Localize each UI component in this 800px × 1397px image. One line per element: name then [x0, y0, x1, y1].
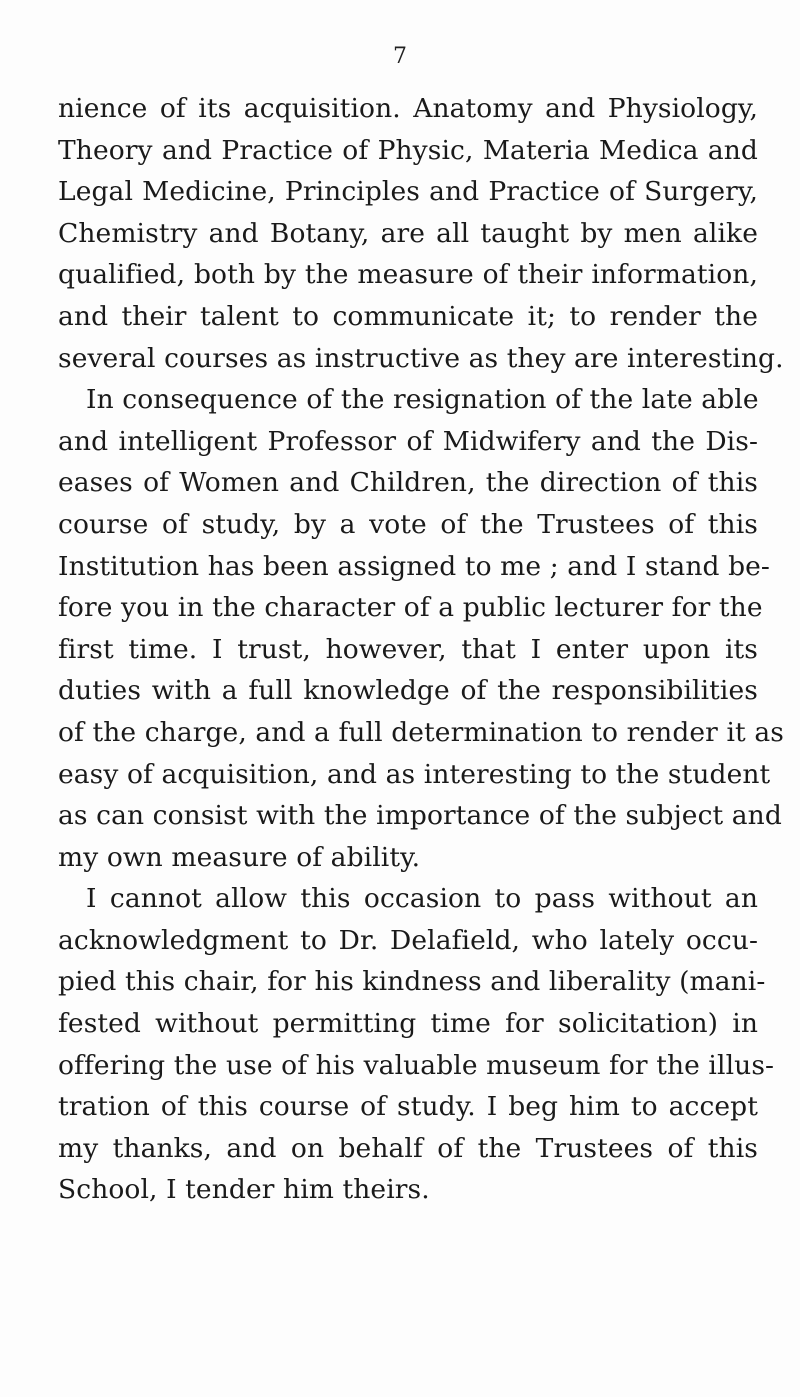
text-line: pied this chair, for his kindness and liberality (mani- [58, 966, 766, 998]
page-number: 7 [393, 44, 407, 69]
text-line: nience of its acquisition. Anatomy and Physiology, [58, 93, 758, 124]
text-line: first time. I trust, however, that I enter upon its [58, 633, 758, 665]
text-line: eases of Women and Children, the direction of this [58, 467, 758, 499]
text-line: fore you in the character of a public lecturer for the [58, 592, 763, 624]
text-line: offering the use of his valuable museum for the illus- [58, 1049, 775, 1081]
text-line: qualified, both by the measure of their information, [58, 259, 758, 291]
text-line: tration of this course of study. I beg him to accept [58, 1091, 758, 1123]
text-line: In consequence of the resignation of the late able [86, 384, 759, 416]
text-line: my own measure of ability. [58, 841, 421, 873]
text-line: my thanks, and on behalf of the Trustees of this [58, 1132, 758, 1164]
text-line: and their talent to communicate it; to render the [58, 300, 758, 332]
text-line: acknowledgment to Dr. Delafield, who lately occu- [58, 924, 758, 956]
text-line: Theory and Practice of Physic, Materia Medica and [58, 134, 758, 166]
text-line: several courses as instructive as they are interesting. [58, 342, 784, 374]
text-line: easy of acquisition, and as interesting to the student [58, 758, 771, 790]
text-line: Chemistry and Botany, are all taught by men alike [58, 217, 758, 249]
text-line: I cannot allow this occasion to pass without an [86, 883, 758, 915]
text-line: School, I tender him theirs. [58, 1174, 430, 1206]
text-line: and intelligent Professor of Midwifery and the Dis- [58, 425, 758, 457]
text-line: duties with a full knowledge of the responsibilities [58, 675, 758, 707]
body-text [58, 88, 784, 1211]
text-line: of the charge, and a full determination to render it as [58, 716, 784, 748]
text-line: as can consist with the importance of the subject and [58, 800, 782, 832]
text-line: fested without permitting time for solicitation) in [58, 1008, 758, 1040]
text-line: Legal Medicine, Principles and Practice of Surgery, [58, 176, 758, 208]
text-line: Institution has been assigned to me ; and I stand be- [58, 550, 770, 582]
text-line: course of study, by a vote of the Trustees of this [58, 508, 758, 540]
